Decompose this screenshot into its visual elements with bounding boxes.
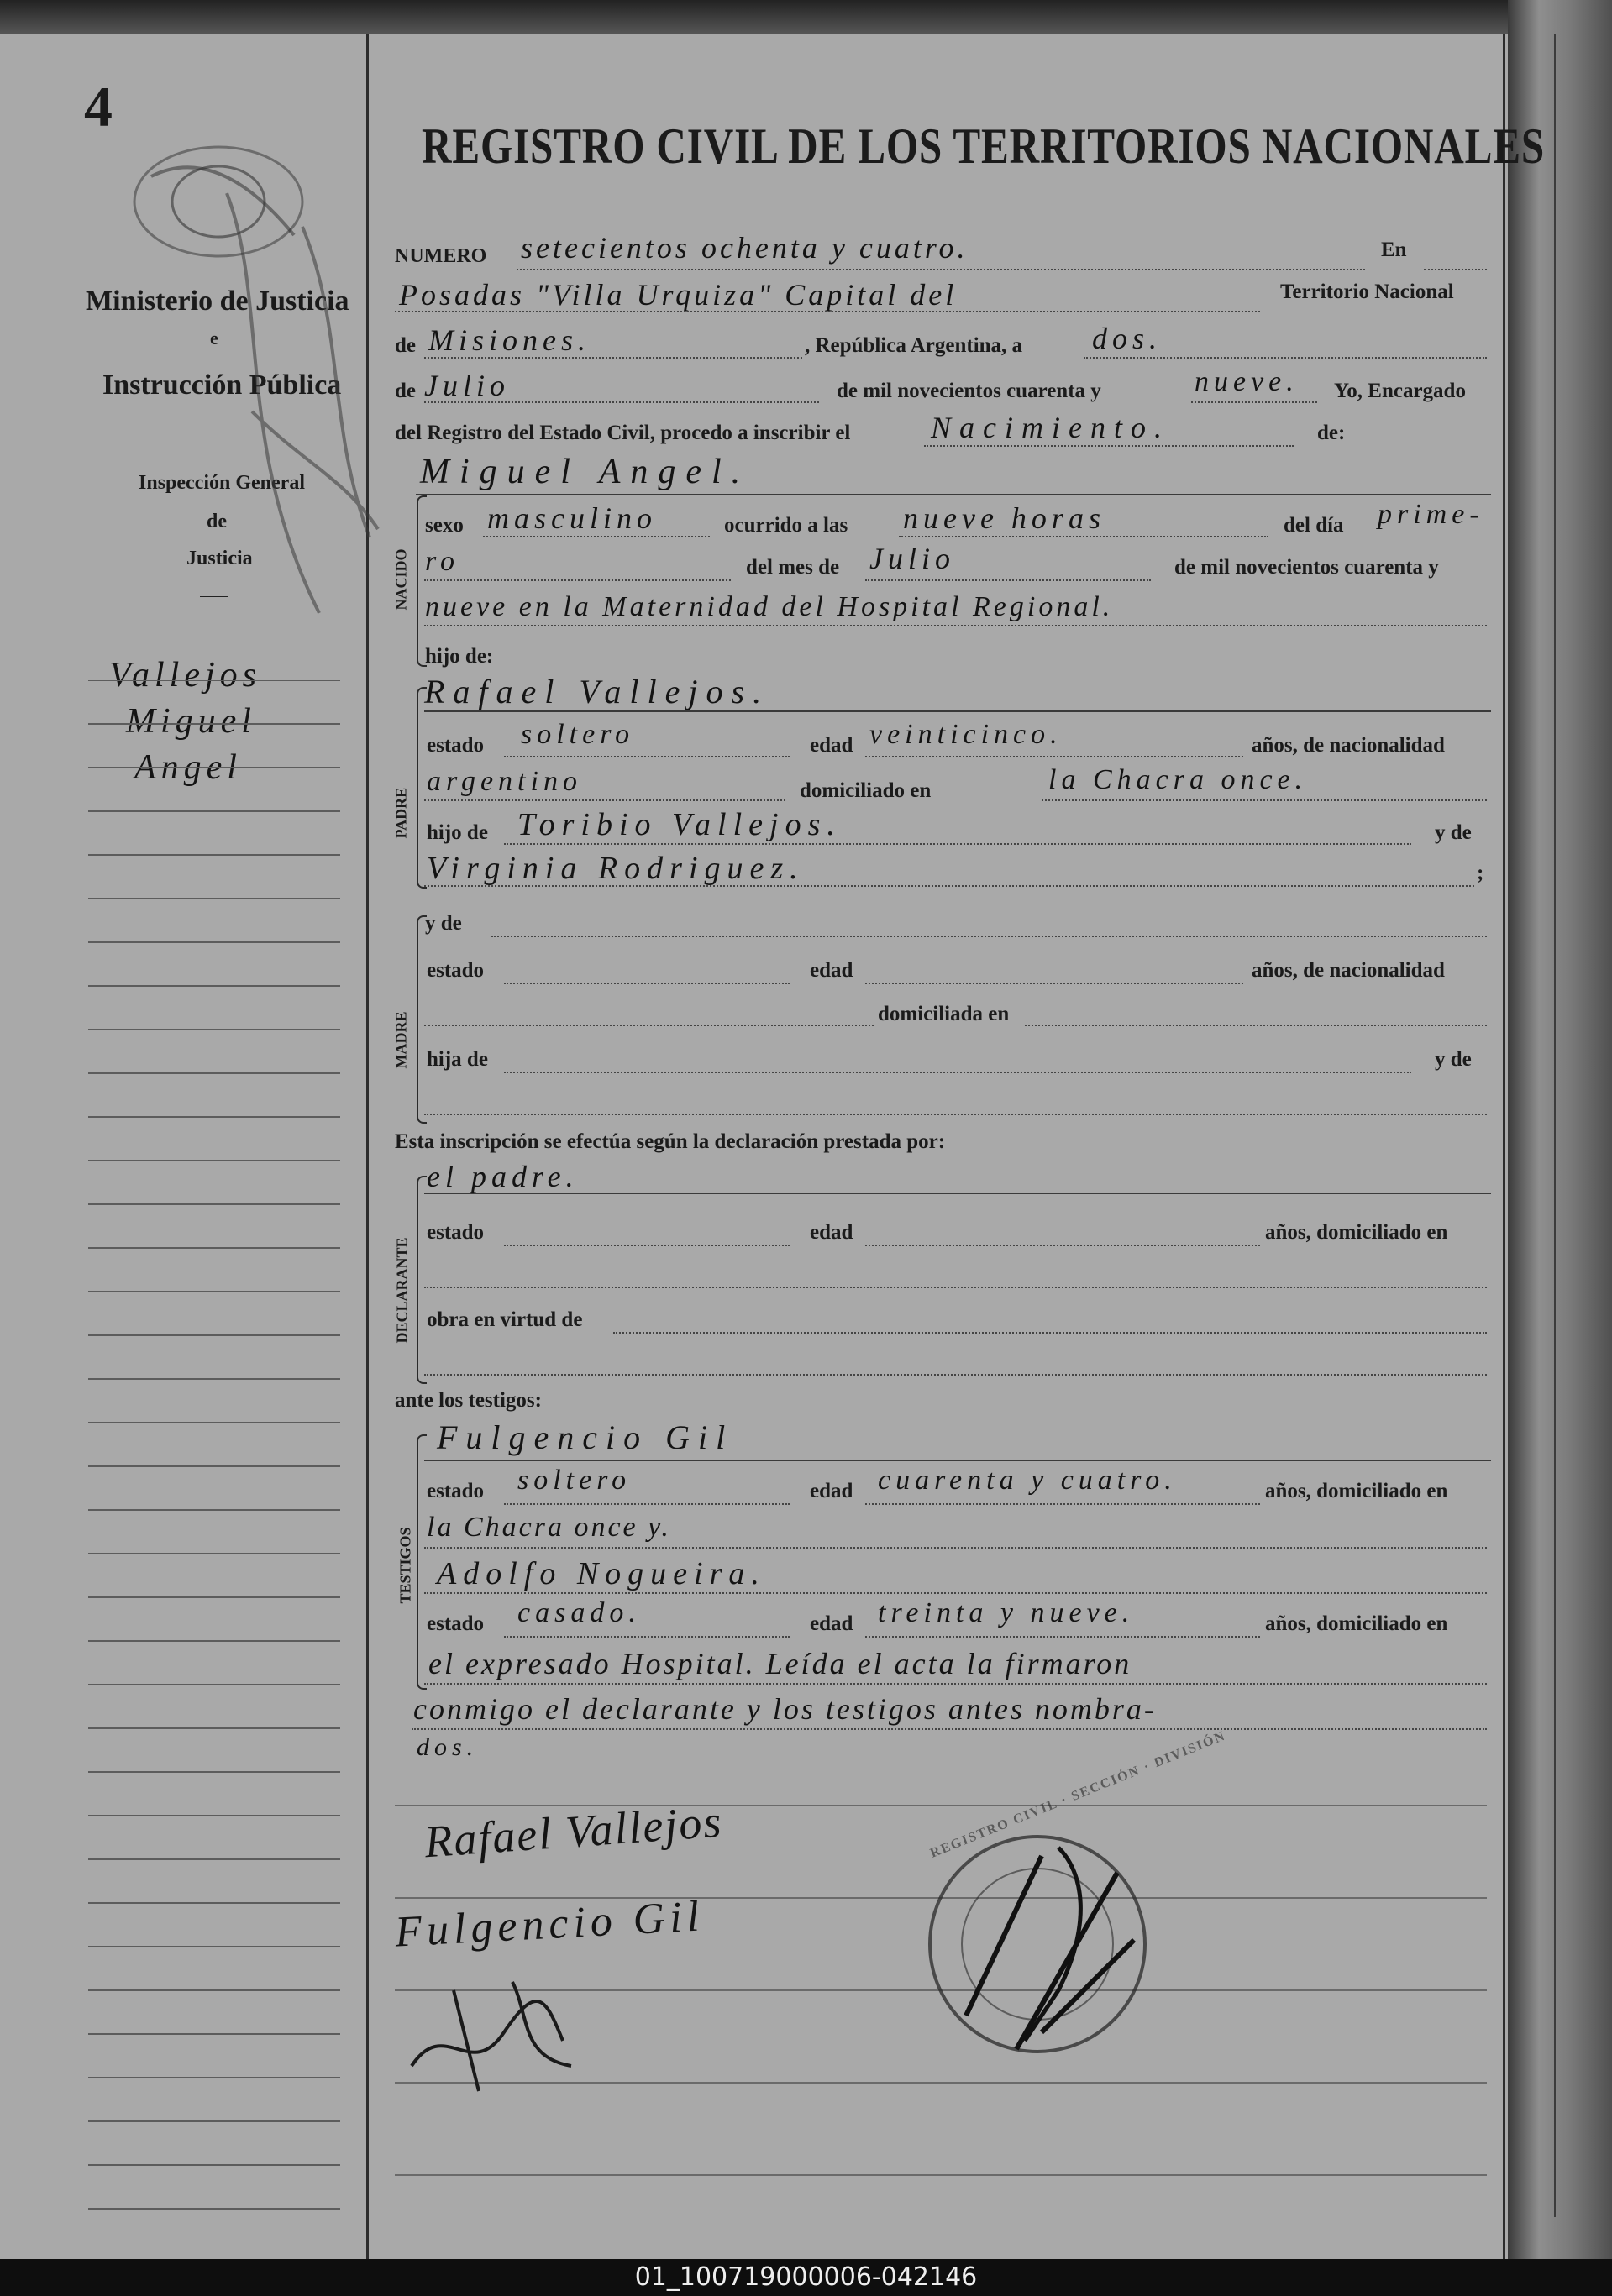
dia-nac-value: prime- bbox=[1378, 499, 1484, 530]
numero-label: NUMERO bbox=[395, 245, 487, 267]
yo-label: Yo, Encargado bbox=[1334, 380, 1466, 402]
hija-de-label: hija de bbox=[427, 1048, 488, 1071]
field-line bbox=[517, 269, 1365, 270]
instruction-label: Instrucción Pública bbox=[102, 370, 342, 401]
field-line bbox=[424, 1374, 1487, 1376]
hora-value: nueve horas bbox=[903, 501, 1105, 535]
field-line bbox=[865, 756, 1243, 757]
obra-label: obra en virtud de bbox=[427, 1308, 583, 1331]
inspection-line-1: Inspección General bbox=[139, 472, 305, 494]
field-line bbox=[424, 1547, 1487, 1549]
inscripcion-label: Esta inscripción se efectúa según la declaración prestada por: bbox=[395, 1130, 946, 1153]
field-line bbox=[865, 983, 1243, 984]
testigo1-edad-label: edad bbox=[810, 1480, 853, 1502]
field-line bbox=[424, 579, 731, 581]
declarante-estado-label: estado bbox=[427, 1221, 485, 1244]
margin-name-line-1: Vallejos bbox=[109, 656, 261, 695]
madre-estado-label: estado bbox=[427, 959, 485, 982]
field-line bbox=[504, 1503, 790, 1505]
field-line bbox=[504, 756, 790, 757]
margin-name-line-2: Miguel bbox=[126, 702, 256, 741]
field-line bbox=[1025, 1025, 1487, 1026]
field-line bbox=[1191, 401, 1317, 403]
field-line bbox=[424, 1114, 1487, 1115]
padre-nac-value: argentino bbox=[427, 766, 582, 797]
y-de-label: y de bbox=[1435, 821, 1472, 844]
hijo-de-label-2: hijo de bbox=[427, 821, 488, 844]
padre-edad-label: edad bbox=[810, 734, 853, 757]
republica-label: , República Argentina, a bbox=[805, 334, 1023, 357]
testigo1-estado-label: estado bbox=[427, 1480, 485, 1502]
acto-value: Nacimiento. bbox=[931, 411, 1170, 444]
lugar-nac-value: nueve en la Maternidad del Hospital Regional. bbox=[425, 591, 1114, 622]
field-line bbox=[424, 1683, 1487, 1685]
field-line bbox=[504, 983, 790, 984]
testigo2-value: Adolfo Nogueira. bbox=[437, 1556, 766, 1591]
field-line bbox=[424, 357, 802, 359]
binding-line bbox=[1554, 34, 1556, 2217]
field-line bbox=[924, 445, 1294, 447]
section-declarante-label: DECLARANTE bbox=[393, 1237, 411, 1344]
abuelo-value: Toribio Vallejos. bbox=[517, 807, 842, 842]
declarante-anos-label: años, domiciliado en bbox=[1265, 1221, 1448, 1244]
field-line bbox=[424, 1025, 874, 1026]
margin-annotation-scribble bbox=[202, 176, 403, 647]
field-line bbox=[424, 1592, 1487, 1594]
field-line bbox=[865, 1636, 1260, 1638]
de-mil-label-2: de mil novecientos cuarenta y bbox=[1174, 556, 1439, 579]
padre-edad-value: veinticinco. bbox=[869, 719, 1063, 750]
numero-value: setecientos ochenta y cuatro. bbox=[521, 231, 969, 265]
abuela-value: Virginia Rodriguez. bbox=[427, 851, 805, 886]
field-line bbox=[613, 1332, 1487, 1334]
registry-stamp-text: REGISTRO CIVIL · SECCIÓN · DIVISIÓN bbox=[928, 1728, 1228, 1861]
anio-value: nueve. bbox=[1195, 366, 1299, 397]
padre-nombre-value: Rafael Vallejos. bbox=[424, 673, 770, 710]
territorio-label: Territorio Nacional bbox=[1280, 280, 1454, 303]
del-mes-label: del mes de bbox=[746, 556, 840, 579]
dia-value: dos. bbox=[1092, 322, 1163, 355]
madre-yde-label: y de bbox=[425, 912, 462, 935]
testigo2-edad-value: treinta y nueve. bbox=[878, 1597, 1135, 1628]
testigo2-estado-value: casado. bbox=[517, 1597, 641, 1628]
page-number: 4 bbox=[84, 75, 113, 139]
margin-name-line-3: Angel bbox=[134, 748, 242, 787]
section-nacido-label: NACIDO bbox=[392, 548, 410, 611]
sexo-label: sexo bbox=[425, 514, 464, 537]
territorio-value: Misiones. bbox=[428, 323, 591, 357]
field-line bbox=[1042, 799, 1487, 801]
del-dia-label: del día bbox=[1284, 514, 1344, 537]
field-line bbox=[424, 1287, 1487, 1288]
padre-estado-label: estado bbox=[427, 734, 485, 757]
field-line bbox=[424, 710, 1491, 712]
ocurrido-label: ocurrido a las bbox=[724, 514, 848, 537]
padre-estado-value: soltero bbox=[521, 719, 635, 750]
field-line bbox=[424, 1460, 1491, 1461]
lugar-value: Posadas "Villa Urquiza" Capital del bbox=[399, 278, 958, 312]
field-line bbox=[416, 494, 1491, 495]
section-brace bbox=[417, 687, 427, 889]
field-line bbox=[424, 625, 1487, 626]
field-line bbox=[504, 1245, 790, 1246]
testigo1-anos-label: años, domiciliado en bbox=[1265, 1480, 1448, 1502]
book-binding bbox=[1508, 0, 1612, 2259]
section-brace bbox=[417, 1176, 427, 1384]
signature-scribble bbox=[403, 1965, 622, 2099]
testigos-label: ante los testigos: bbox=[395, 1389, 542, 1412]
field-line bbox=[424, 1193, 1491, 1194]
right-rule bbox=[1503, 34, 1505, 2259]
inspection-line-2: de bbox=[207, 511, 227, 532]
section-padre-label: PADRE bbox=[392, 787, 410, 839]
testigo1-dom-value: la Chacra once y. bbox=[427, 1512, 671, 1543]
field-line bbox=[424, 885, 1474, 887]
ministry-label: Ministerio de Justicia bbox=[86, 286, 349, 317]
field-line bbox=[865, 1245, 1260, 1246]
section-madre-label: MADRE bbox=[392, 1011, 410, 1069]
field-line bbox=[491, 936, 1487, 937]
field-line bbox=[1424, 269, 1487, 270]
field-line bbox=[424, 401, 819, 403]
section-brace bbox=[417, 915, 427, 1124]
en-label: En bbox=[1381, 239, 1407, 261]
madre-edad-label: edad bbox=[810, 959, 853, 982]
testigo1-value: Fulgencio Gil bbox=[437, 1418, 734, 1456]
scan-id: 01_100719000006-042146 bbox=[0, 2259, 1612, 2296]
semicolon: ; bbox=[1477, 862, 1484, 884]
testigo2-edad-label: edad bbox=[810, 1612, 853, 1635]
field-line bbox=[504, 1072, 1411, 1073]
hijo-de-label: hijo de: bbox=[425, 645, 494, 668]
scan-top-edge bbox=[0, 0, 1612, 34]
page-title: REGISTRO CIVIL DE LOS TERRITORIOS NACIONALES bbox=[422, 118, 1546, 174]
dia-nac-value-2: ro bbox=[425, 546, 459, 577]
field-line bbox=[483, 536, 710, 537]
de-mil-label: de mil novecientos cuarenta y bbox=[837, 380, 1101, 402]
section-brace bbox=[417, 1434, 427, 1690]
mes-nac-value: Julio bbox=[869, 542, 955, 575]
sidebar-ruled-lines bbox=[88, 680, 349, 2259]
cierre-line-1: el expresado Hospital. Leída el acta la firmaron bbox=[428, 1647, 1132, 1680]
padre-dom-value: la Chacra once. bbox=[1048, 764, 1308, 795]
section-testigos-label: TESTIGOS bbox=[396, 1527, 414, 1604]
declarante-edad-label: edad bbox=[810, 1221, 853, 1244]
field-line bbox=[504, 843, 1411, 845]
cierre-line-3: dos. bbox=[417, 1733, 479, 1761]
field-line bbox=[865, 1503, 1260, 1505]
nombre-value: Miguel Angel. bbox=[420, 453, 751, 491]
ministry-conj: e bbox=[210, 328, 218, 349]
inspection-line-3: Justicia bbox=[186, 548, 253, 569]
signature-witness: Fulgencio Gil bbox=[393, 1892, 706, 1957]
madre-anos-label: años, de nacionalidad bbox=[1252, 959, 1445, 982]
del-registro-label: del Registro del Estado Civil, procedo a inscribir el bbox=[395, 422, 851, 444]
sexo-value: masculino bbox=[487, 501, 657, 535]
field-line bbox=[899, 536, 1268, 537]
signature-father: Rafael Vallejos bbox=[423, 1795, 725, 1868]
testigo2-anos-label: años, domiciliado en bbox=[1265, 1612, 1448, 1635]
field-line bbox=[1084, 357, 1487, 359]
anos-nac-label: años, de nacionalidad bbox=[1252, 734, 1445, 757]
field-line bbox=[865, 579, 1151, 581]
registry-stamp bbox=[916, 1822, 1159, 2066]
field-line bbox=[395, 311, 1260, 312]
de-colon-label: de: bbox=[1317, 422, 1346, 444]
de-label: de bbox=[395, 334, 416, 357]
field-line bbox=[412, 1728, 1487, 1730]
testigo1-edad-value: cuarenta y cuatro. bbox=[878, 1465, 1177, 1496]
domiciliada-label: domiciliada en bbox=[878, 1003, 1010, 1025]
field-line bbox=[504, 1636, 790, 1638]
domiciliado-label: domiciliado en bbox=[800, 779, 932, 802]
testigo1-estado-value: soltero bbox=[517, 1465, 632, 1496]
declarante-value: el padre. bbox=[427, 1160, 579, 1193]
cierre-line-2: conmigo el declarante y los testigos antes nombra- bbox=[413, 1692, 1157, 1726]
de-label-2: de bbox=[395, 380, 416, 402]
testigo2-estado-label: estado bbox=[427, 1612, 485, 1635]
madre-yde-label-2: y de bbox=[1435, 1048, 1472, 1071]
mes-value: Julio bbox=[424, 369, 510, 402]
field-line bbox=[424, 799, 785, 801]
